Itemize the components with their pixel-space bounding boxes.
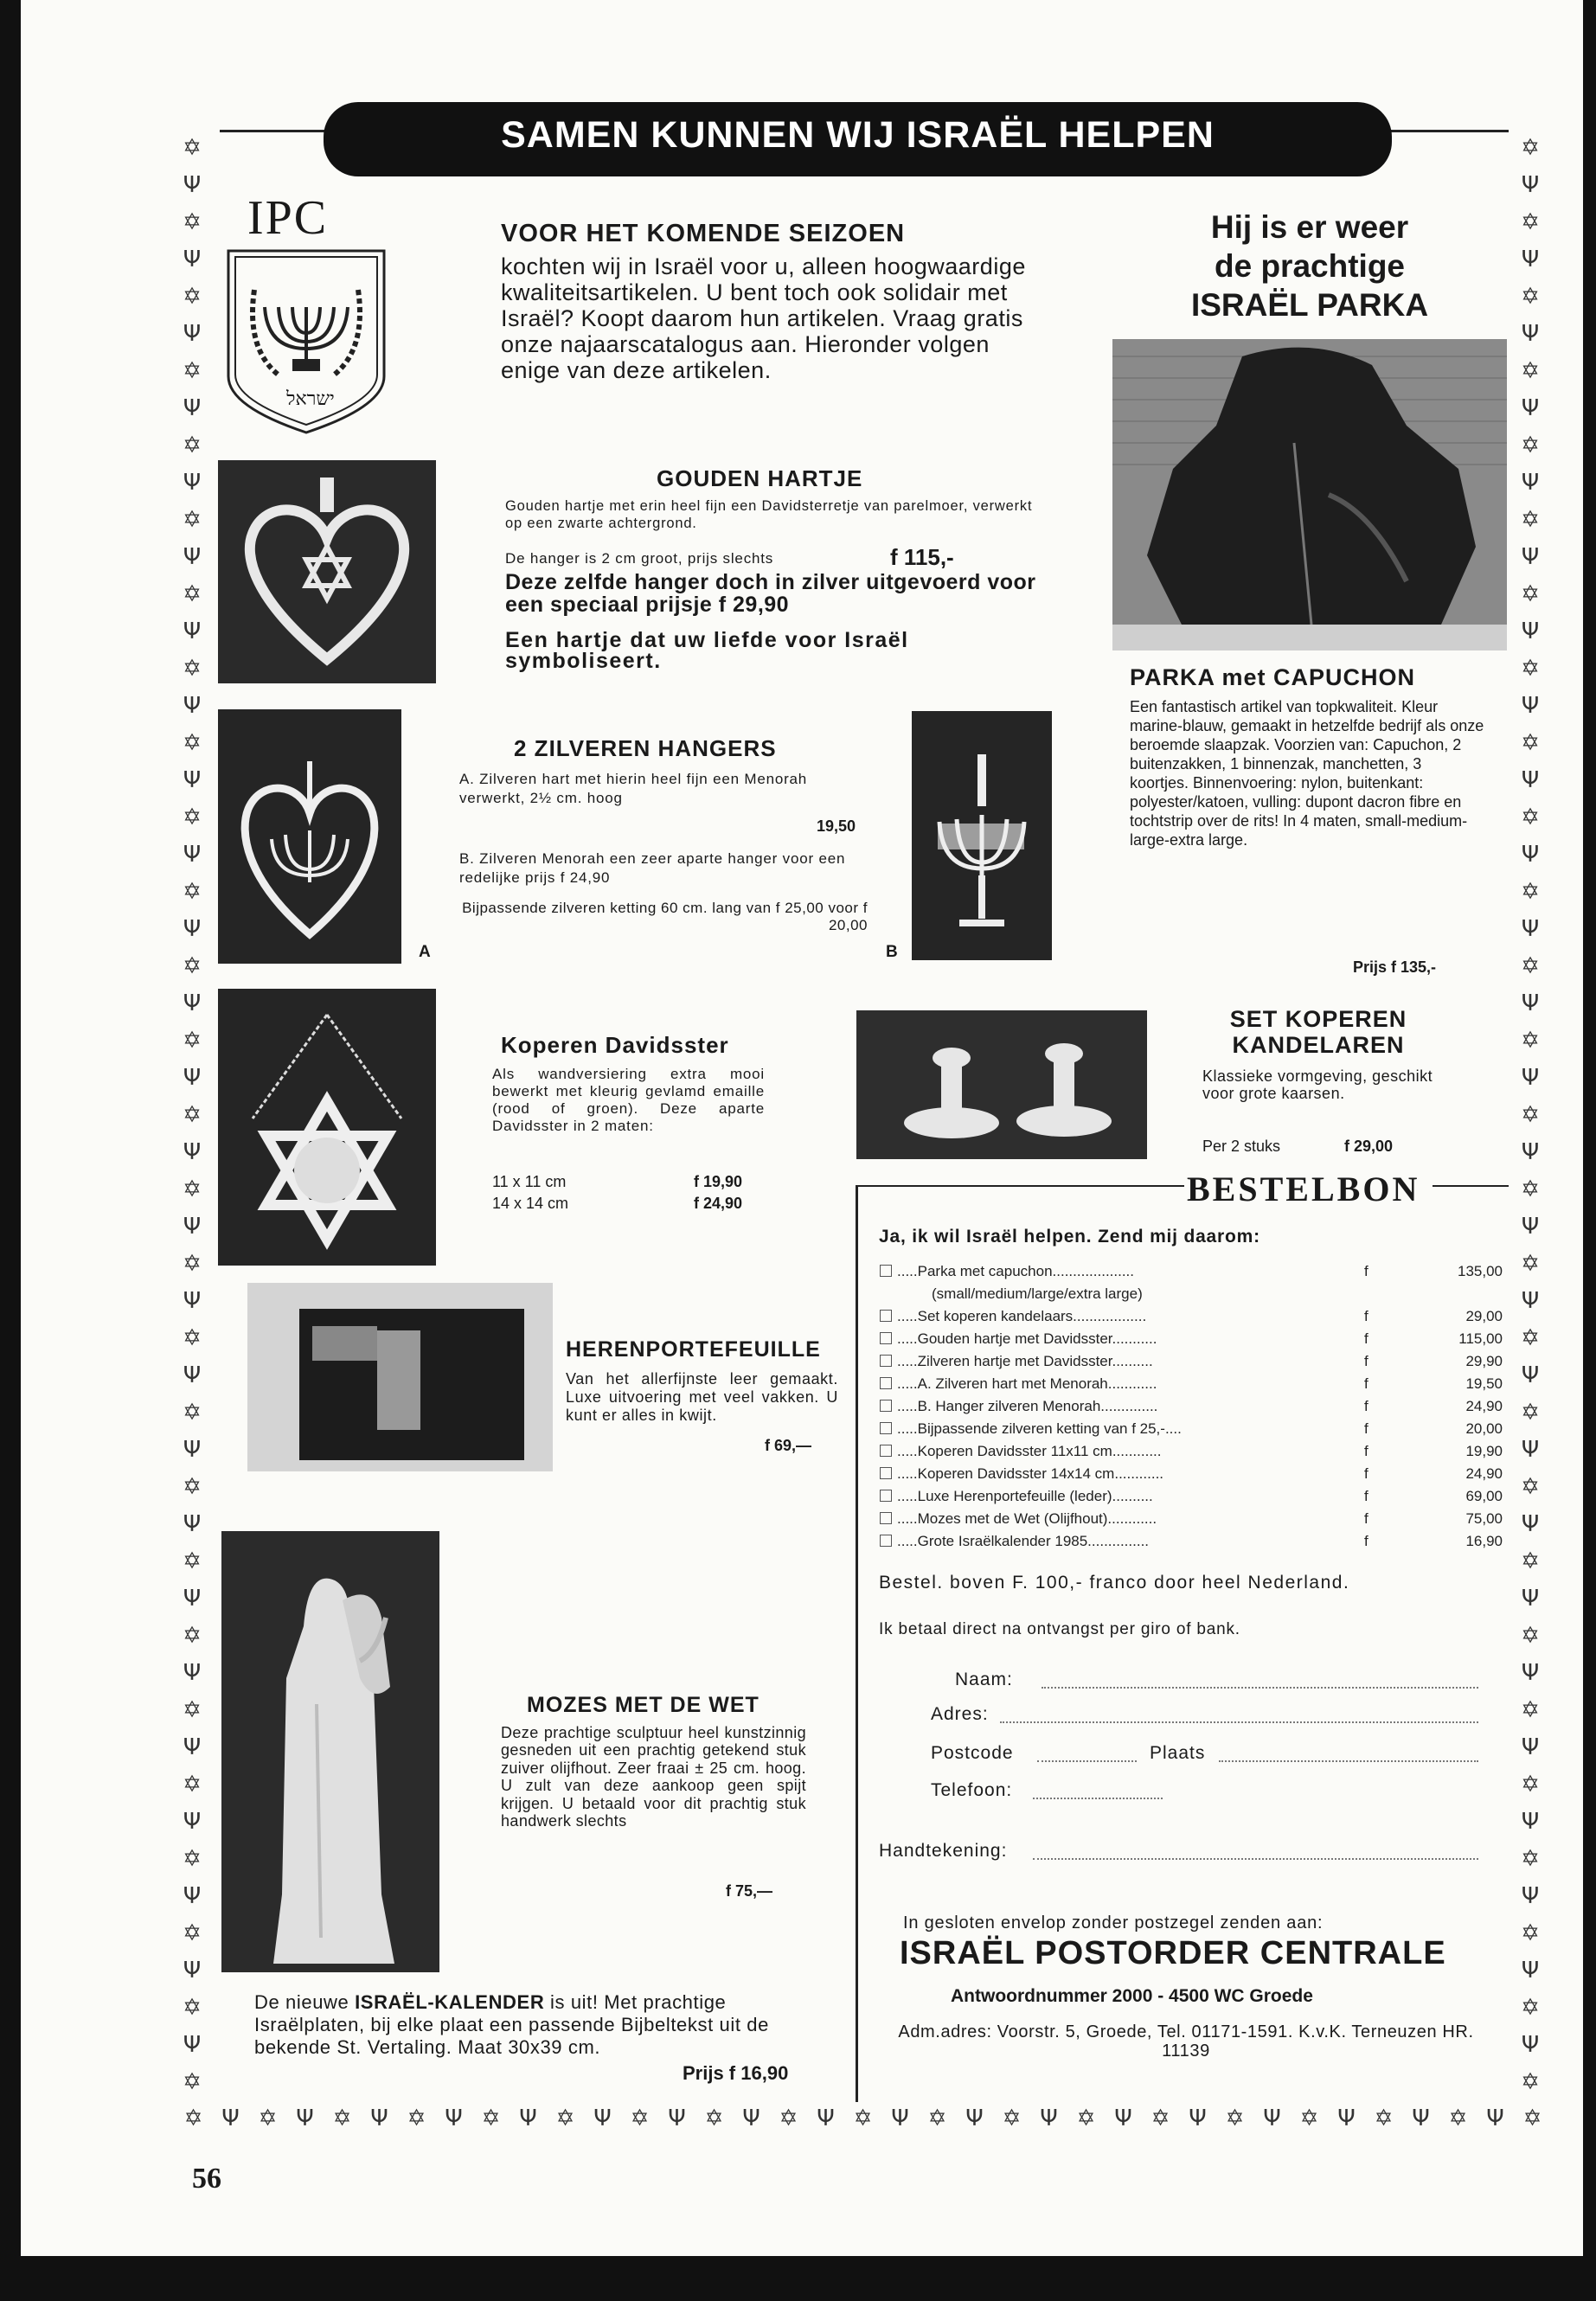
menorah-icon: Ψ xyxy=(183,767,202,793)
admin-address: Adm.adres: Voorstr. 5, Groede, Tel. 01171-1591. K.v.K. Terneuzen HR. 11139 xyxy=(898,2022,1474,2061)
menorah-icon: Ψ xyxy=(1521,247,1540,272)
copper-star-heading: Koperen Davidsster xyxy=(501,1032,729,1058)
order-form-top-rule-left xyxy=(856,1185,1184,1187)
star-of-david-icon: ✡ xyxy=(183,135,202,161)
star-of-david-icon: ✡ xyxy=(183,2106,203,2131)
pendants-heading: 2 ZILVEREN HANGERS xyxy=(514,735,777,761)
reply-number: Antwoordnummer 2000 - 4500 WC Groede xyxy=(951,1986,1313,2006)
star-of-david-icon: ✡ xyxy=(183,1623,202,1649)
menorah-icon: Ψ xyxy=(1521,544,1540,570)
menorah-icon: Ψ xyxy=(445,2106,463,2131)
order-item-price: 24,90 xyxy=(1465,1465,1503,1482)
star-of-david-icon: ✡ xyxy=(1521,1920,1540,1946)
star-of-david-icon: ✡ xyxy=(183,1102,202,1128)
star-of-david-icon: ✡ xyxy=(183,358,202,384)
order-item-currency: f xyxy=(1364,1375,1368,1392)
order-checkbox[interactable] xyxy=(880,1310,892,1322)
menorah-icon: Ψ xyxy=(965,2106,984,2131)
paper-sheet xyxy=(21,0,1583,2256)
menorah-icon: Ψ xyxy=(1521,1883,1540,1909)
menorah-icon: Ψ xyxy=(1521,1734,1540,1760)
copper-star-photo xyxy=(218,989,436,1266)
signature-field[interactable] xyxy=(1033,1858,1478,1860)
star-of-david-icon: ✡ xyxy=(1521,1176,1540,1202)
menorah-icon: Ψ xyxy=(1521,990,1540,1016)
menorah-icon: Ψ xyxy=(1521,395,1540,421)
menorah-icon: Ψ xyxy=(668,2106,686,2131)
menorah-icon: Ψ xyxy=(1521,1139,1540,1165)
star-of-david-icon: ✡ xyxy=(779,2106,798,2131)
menorah-icon: Ψ xyxy=(1189,2106,1207,2131)
order-form-top-rule-right xyxy=(1433,1185,1509,1187)
menorah-icon: Ψ xyxy=(183,1958,202,1984)
order-checkbox[interactable] xyxy=(880,1265,892,1277)
intro-heading: VOOR HET KOMENDE SEIZOEN xyxy=(501,220,906,247)
menorah-icon: Ψ xyxy=(1521,1288,1540,1314)
star-of-david-icon: ✡ xyxy=(183,433,202,458)
star-of-david-icon: ✡ xyxy=(1521,1697,1540,1723)
silver-heart-menorah-photo xyxy=(218,709,401,964)
star-of-david-icon: ✡ xyxy=(1521,581,1540,607)
order-checkbox[interactable] xyxy=(880,1467,892,1479)
star-of-david-icon: ✡ xyxy=(183,1400,202,1426)
calendar-title: ISRAËL-KALENDER xyxy=(355,1991,545,2013)
intro-body: kochten wij in Israël voor u, alleen hoogwaardige kwaliteitsartikelen. U bent toch ook solidair met Israël? Koopt daarom hun artikelen. Vraag gratis onze najaarscatalogus aan. Hieronder volgen enige van deze artikelen. xyxy=(501,253,1026,383)
order-item-row xyxy=(880,1488,1503,1505)
menorah-icon: Ψ xyxy=(183,1065,202,1091)
star-of-david-icon: ✡ xyxy=(1521,1251,1540,1277)
heart-description: Gouden hartje met erin heel fijn een Davidsterretje van parelmoer, verwerkt op een zwarte achtergrond. xyxy=(505,498,1033,531)
star-of-david-icon: ✡ xyxy=(630,2106,650,2131)
menorah-icon: Ψ xyxy=(183,1288,202,1314)
parka-headline: Hij is er weer de prachtige ISRAËL PARKA xyxy=(1190,209,1429,323)
order-item-price: 75,00 xyxy=(1465,1510,1503,1527)
address-label: Adres: xyxy=(931,1704,989,1724)
menorah-icon: Ψ xyxy=(1337,2106,1356,2131)
star-of-david-icon: ✡ xyxy=(1521,656,1540,682)
pendant-a-marker: A xyxy=(419,943,431,961)
order-item-currency: f xyxy=(1364,1398,1368,1414)
order-item-label: .....Koperen Davidsster 11x11 cm............ xyxy=(897,1443,1162,1459)
order-checkbox[interactable] xyxy=(880,1422,892,1434)
star-of-david-icon: ✡ xyxy=(1521,953,1540,979)
menorah-icon: Ψ xyxy=(1114,2106,1132,2131)
phone-field[interactable] xyxy=(1033,1798,1163,1799)
order-item-currency: f xyxy=(1364,1443,1368,1459)
silver-menorah-photo xyxy=(912,711,1052,960)
menorah-icon: Ψ xyxy=(1521,1809,1540,1835)
star-of-david-icon: ✡ xyxy=(1521,1474,1540,1500)
pendant-a-price: 19,50 xyxy=(817,817,856,835)
copper-star-price-2: f 24,90 xyxy=(694,1195,743,1212)
menorah-icon: Ψ xyxy=(1521,1660,1540,1686)
order-delivery-note: Bestel. boven F. 100,- franco door heel Nederland. xyxy=(879,1573,1350,1593)
heart-price: f 115,- xyxy=(890,544,954,570)
ipc-logo-text: IPC xyxy=(247,191,329,245)
menorah-icon: Ψ xyxy=(183,172,202,198)
order-item-label: .....Luxe Herenportefeuille (leder).......... xyxy=(897,1488,1153,1504)
candlesticks-photo xyxy=(856,1010,1147,1159)
order-item-price: 16,90 xyxy=(1465,1533,1503,1549)
postorder-name: ISRAËL POSTORDER CENTRALE xyxy=(900,1935,1446,1971)
menorah-icon: Ψ xyxy=(183,693,202,719)
order-checkbox[interactable] xyxy=(880,1512,892,1524)
emblem-hebrew-caption: ישראל xyxy=(286,388,335,409)
star-of-david-icon: ✡ xyxy=(1521,284,1540,310)
order-item-price: 69,00 xyxy=(1465,1488,1503,1504)
star-of-david-icon: ✡ xyxy=(1521,1325,1540,1351)
calendar-intro: De nieuwe xyxy=(254,1991,349,2013)
menorah-icon: Ψ xyxy=(1521,767,1540,793)
menorah-icon: Ψ xyxy=(183,1586,202,1612)
order-checkbox[interactable] xyxy=(880,1332,892,1344)
menorah-icon: Ψ xyxy=(1521,1065,1540,1091)
star-of-david-icon: ✡ xyxy=(1521,1102,1540,1128)
menorah-icon: Ψ xyxy=(183,1511,202,1537)
postcode-label: Postcode xyxy=(931,1743,1014,1763)
order-item-label: (small/medium/large/extra large) xyxy=(932,1285,1143,1302)
star-of-david-icon: ✡ xyxy=(1521,1846,1540,1872)
name-field[interactable] xyxy=(1042,1687,1478,1689)
left-star-border xyxy=(175,130,209,2101)
star-of-david-icon: ✡ xyxy=(481,2106,501,2131)
star-of-david-icon: ✡ xyxy=(183,284,202,310)
star-of-david-icon: ✡ xyxy=(1521,135,1540,161)
menorah-icon: Ψ xyxy=(817,2106,835,2131)
pendant-a-text: A. Zilveren hart met hierin heel fijn een Menorah verwerkt, 2½ cm. hoog xyxy=(459,771,808,806)
star-of-david-icon: ✡ xyxy=(183,507,202,533)
page-number: 56 xyxy=(192,2163,221,2195)
copper-star-size-2: 14 x 14 cm xyxy=(492,1195,569,1212)
order-item-row xyxy=(880,1465,1503,1483)
star-of-david-icon: ✡ xyxy=(1521,730,1540,756)
order-item-row xyxy=(880,1443,1503,1460)
candlesticks-description: Klassieke vormgeving, geschikt voor grote kaarsen. xyxy=(1202,1067,1433,1102)
menorah-icon: Ψ xyxy=(183,1809,202,1835)
postcode-field[interactable] xyxy=(1037,1760,1137,1762)
copper-star-description: Als wandversiering extra mooi bewerkt met kleurig gevlamd emaille (rood of groen). Deze aparte Davidsster in 2 maten: xyxy=(492,1066,765,1134)
star-of-david-icon: ✡ xyxy=(183,804,202,830)
order-item-row xyxy=(880,1330,1503,1348)
menorah-icon: Ψ xyxy=(183,1214,202,1240)
star-of-david-icon: ✡ xyxy=(183,1846,202,1872)
star-of-david-icon: ✡ xyxy=(555,2106,575,2131)
order-checkbox[interactable] xyxy=(880,1445,892,1457)
star-of-david-icon: ✡ xyxy=(183,1548,202,1574)
star-of-david-icon: ✡ xyxy=(183,581,202,607)
menorah-icon: Ψ xyxy=(891,2106,909,2131)
star-of-david-icon: ✡ xyxy=(1521,1548,1540,1574)
copper-star-size-1: 11 x 11 cm xyxy=(492,1173,567,1190)
heart-heading: GOUDEN HARTJE xyxy=(657,465,863,491)
name-label: Naam: xyxy=(955,1670,1013,1689)
order-item-currency: f xyxy=(1364,1330,1368,1347)
order-payment-note: Ik betaal direct na ontvangst per giro of bank. xyxy=(879,1620,1240,1638)
order-item-row xyxy=(880,1285,1503,1303)
star-of-david-icon: ✡ xyxy=(1522,2106,1542,2131)
star-of-david-icon: ✡ xyxy=(1521,1995,1540,2021)
menorah-icon: Ψ xyxy=(370,2106,388,2131)
menorah-icon: Ψ xyxy=(1412,2106,1430,2131)
menorah-icon: Ψ xyxy=(1521,321,1540,347)
star-of-david-icon: ✡ xyxy=(183,879,202,905)
star-of-david-icon: ✡ xyxy=(704,2106,724,2131)
star-of-david-icon: ✡ xyxy=(183,1920,202,1946)
pendant-b-marker: B xyxy=(886,943,898,961)
wallet-price: f 69,— xyxy=(765,1437,812,1454)
order-item-label: .....Set koperen kandelaars.................. xyxy=(897,1308,1147,1324)
order-item-currency: f xyxy=(1364,1420,1368,1437)
menorah-icon: Ψ xyxy=(1521,470,1540,496)
star-of-david-icon: ✡ xyxy=(258,2106,278,2131)
menorah-icon: Ψ xyxy=(183,321,202,347)
star-of-david-icon: ✡ xyxy=(1076,2106,1096,2131)
right-star-border xyxy=(1513,130,1548,2101)
order-form-rule xyxy=(856,1185,858,2102)
menorah-icon: Ψ xyxy=(221,2106,240,2131)
wallet-description: Van het allerfijnste leer gemaakt. Luxe uitvoering met veel vakken. U kunt er alles in kwijt. xyxy=(566,1370,838,1424)
order-item-currency: f xyxy=(1364,1263,1368,1279)
menorah-icon: Ψ xyxy=(1521,619,1540,644)
heart-slogan: Een hartje dat uw liefde voor Israël symboliseert. xyxy=(505,628,909,673)
menorah-icon: Ψ xyxy=(183,990,202,1016)
star-of-david-icon: ✡ xyxy=(1521,1028,1540,1054)
star-of-david-icon: ✡ xyxy=(1151,2106,1170,2131)
menorah-icon: Ψ xyxy=(1521,1214,1540,1240)
star-of-david-icon: ✡ xyxy=(183,1176,202,1202)
order-checkbox[interactable] xyxy=(880,1535,892,1547)
pendant-b-text: B. Zilveren Menorah een zeer aparte hanger voor een redelijke prijs f 24,90 xyxy=(459,850,846,886)
order-item-price: 20,00 xyxy=(1465,1420,1503,1437)
phone-label: Telefoon: xyxy=(931,1780,1013,1800)
menorah-icon: Ψ xyxy=(183,1734,202,1760)
candlesticks-qty: Per 2 stuks xyxy=(1202,1138,1281,1155)
star-of-david-icon: ✡ xyxy=(1374,2106,1394,2131)
city-field[interactable] xyxy=(1219,1760,1478,1762)
menorah-icon: Ψ xyxy=(183,247,202,272)
star-of-david-icon: ✡ xyxy=(183,2069,202,2095)
order-item-label: .....Bijpassende zilveren ketting van f 25,-.... xyxy=(897,1420,1182,1437)
star-of-david-icon: ✡ xyxy=(183,1325,202,1351)
menorah-icon: Ψ xyxy=(183,1362,202,1388)
menorah-icon: Ψ xyxy=(1521,916,1540,942)
menorah-icon: Ψ xyxy=(183,842,202,868)
order-checkbox[interactable] xyxy=(880,1400,892,1412)
menorah-icon: Ψ xyxy=(183,1660,202,1686)
order-item-row xyxy=(880,1308,1503,1325)
star-of-david-icon: ✡ xyxy=(183,1772,202,1798)
menorah-icon: Ψ xyxy=(1521,693,1540,719)
city-label: Plaats xyxy=(1150,1743,1206,1763)
candlesticks-heading: SET KOPEREN KANDELAREN xyxy=(1229,1006,1407,1058)
menorah-icon: Ψ xyxy=(1040,2106,1058,2131)
menorah-icon: Ψ xyxy=(1263,2106,1281,2131)
order-item-price: 115,00 xyxy=(1458,1330,1503,1347)
star-of-david-icon: ✡ xyxy=(853,2106,873,2131)
menorah-icon: Ψ xyxy=(1521,1958,1540,1984)
menorah-icon: Ψ xyxy=(1521,842,1540,868)
candlesticks-price: f 29,00 xyxy=(1344,1138,1394,1155)
star-of-david-icon: ✡ xyxy=(1521,2069,1540,2095)
star-of-david-icon: ✡ xyxy=(183,953,202,979)
star-of-david-icon: ✡ xyxy=(1448,2106,1468,2131)
order-item-row xyxy=(880,1420,1503,1438)
star-of-david-icon: ✡ xyxy=(1521,507,1540,533)
menorah-icon: Ψ xyxy=(1486,2106,1504,2131)
moses-price: f 75,— xyxy=(726,1882,773,1900)
order-items-list xyxy=(880,1263,1503,1557)
menorah-icon: Ψ xyxy=(742,2106,760,2131)
heart-silver-offer: Deze zelfde hanger doch in zilver uitgevoerd voor een speciaal prijsje f 29,90 xyxy=(505,570,1036,617)
menorah-icon: Ψ xyxy=(1521,1511,1540,1537)
order-item-currency: f xyxy=(1364,1488,1368,1504)
order-item-price: 19,50 xyxy=(1465,1375,1503,1392)
star-of-david-icon: ✡ xyxy=(1521,1623,1540,1649)
menorah-icon: Ψ xyxy=(1521,1437,1540,1463)
moses-statue-photo xyxy=(221,1531,439,1972)
order-checkbox[interactable] xyxy=(880,1490,892,1502)
menorah-icon: Ψ xyxy=(1521,172,1540,198)
gold-heart-photo xyxy=(218,460,436,683)
menorah-icon: Ψ xyxy=(593,2106,612,2131)
star-of-david-icon: ✡ xyxy=(1225,2106,1245,2131)
star-of-david-icon: ✡ xyxy=(183,730,202,756)
star-of-david-icon: ✡ xyxy=(183,1697,202,1723)
order-item-price: 135,00 xyxy=(1458,1263,1503,1279)
bottom-star-border xyxy=(175,2104,1551,2133)
calendar-body: is uit! Met prachtige Israëlplaten, bij elke plaat een passende Bijbeltekst uit de bekende St. Vertaling. Maat 30x39 cm. xyxy=(254,1991,769,2058)
order-item-currency: f xyxy=(1364,1353,1368,1369)
menorah-icon: Ψ xyxy=(183,1437,202,1463)
moses-description: Deze prachtige sculptuur heel kunstzinnig gesneden uit een prachtig getekend stuk zuiver olijfhout. Zeer fraai ± 25 cm. hoog. U zult van deze aankoop geen spijt krijgen. U betaald voor dit prachtig stuk handwerk slechts xyxy=(501,1724,806,1830)
header-title: SAMEN KUNNEN WIJ ISRAËL HELPEN xyxy=(501,114,1215,156)
order-item-price: 29,90 xyxy=(1465,1353,1503,1369)
order-form-title: BESTELBON xyxy=(1187,1170,1420,1208)
calendar-text xyxy=(254,1991,830,2059)
menorah-icon: Ψ xyxy=(183,2032,202,2058)
star-of-david-icon: ✡ xyxy=(1521,1400,1540,1426)
star-of-david-icon: ✡ xyxy=(1521,1772,1540,1798)
order-item-label: .....Grote Israëlkalender 1985............... xyxy=(897,1533,1150,1549)
order-item-price: 29,00 xyxy=(1465,1308,1503,1324)
order-item-label: .....Gouden hartje met Davidsster........... xyxy=(897,1330,1157,1347)
order-item-price: 19,90 xyxy=(1465,1443,1503,1459)
order-item-label: .....Mozes met de Wet (Olijfhout)............ xyxy=(897,1510,1157,1527)
menorah-icon: Ψ xyxy=(183,544,202,570)
star-of-david-icon: ✡ xyxy=(1521,209,1540,235)
star-of-david-icon: ✡ xyxy=(183,656,202,682)
address-field[interactable] xyxy=(1000,1721,1478,1723)
star-of-david-icon: ✡ xyxy=(1299,2106,1319,2131)
star-of-david-icon: ✡ xyxy=(1521,804,1540,830)
chain-offer-text: Bijpassende zilveren ketting 60 cm. lang van f 25,00 voor f 20,00 xyxy=(462,900,868,933)
menorah-icon: Ψ xyxy=(296,2106,314,2131)
menorah-icon: Ψ xyxy=(183,395,202,421)
parka-photo xyxy=(1112,339,1507,651)
star-of-david-icon: ✡ xyxy=(927,2106,947,2131)
star-of-david-icon: ✡ xyxy=(183,1251,202,1277)
star-of-david-icon: ✡ xyxy=(1521,433,1540,458)
order-form-intro: Ja, ik wil Israël helpen. Zend mij daarom: xyxy=(879,1227,1260,1247)
calendar-price: Prijs f 16,90 xyxy=(683,2062,789,2084)
order-checkbox[interactable] xyxy=(880,1355,892,1367)
order-item-label: .....Parka met capuchon.................... xyxy=(897,1263,1135,1279)
menorah-icon: Ψ xyxy=(183,1139,202,1165)
parka-price: Prijs f 135,- xyxy=(1353,958,1437,976)
menorah-icon: Ψ xyxy=(519,2106,537,2131)
order-item-price: 24,90 xyxy=(1465,1398,1503,1414)
copper-star-price-1: f 19,90 xyxy=(694,1173,743,1190)
order-item-row xyxy=(880,1375,1503,1393)
star-of-david-icon: ✡ xyxy=(407,2106,426,2131)
order-item-currency: f xyxy=(1364,1308,1368,1324)
menorah-icon: Ψ xyxy=(1521,2032,1540,2058)
order-item-label: .....B. Hanger zilveren Menorah.............. xyxy=(897,1398,1158,1414)
order-item-row xyxy=(880,1353,1503,1370)
star-of-david-icon: ✡ xyxy=(183,209,202,235)
parka-subheading: PARKA met CAPUCHON xyxy=(1130,664,1416,690)
star-of-david-icon: ✡ xyxy=(1002,2106,1022,2131)
parka-description: Een fantastisch artikel van topkwaliteit. Kleur marine-blauw, gemaakt in hetzelfde bedrijf als onze beroemde slaapzak. Voorzien van: Capuchon, 2 buitenzakken, 1 binnenzak, manchetten, 3 koortjes. Binnenvoering: nylon, buitenkant: polyester/katoen, vulling: dupont dacron fibre en tochtstrip over de rits! In 4 maten, small-medium-large-extra large. xyxy=(1130,698,1484,849)
envelope-note: In gesloten envelop zonder postzegel zenden aan: xyxy=(903,1913,1324,1932)
star-of-david-icon: ✡ xyxy=(1521,879,1540,905)
star-of-david-icon: ✡ xyxy=(183,1028,202,1054)
heart-hanger-size: De hanger is 2 cm groot, prijs slechts xyxy=(505,550,774,567)
order-item-row xyxy=(880,1533,1503,1550)
star-of-david-icon: ✡ xyxy=(183,1995,202,2021)
order-item-row xyxy=(880,1263,1503,1280)
order-item-currency: f xyxy=(1364,1510,1368,1527)
order-item-label: .....Zilveren hartje met Davidsster.......... xyxy=(897,1353,1153,1369)
order-item-label: .....A. Zilveren hart met Menorah............ xyxy=(897,1375,1157,1392)
order-item-currency: f xyxy=(1364,1533,1368,1549)
menorah-icon: Ψ xyxy=(183,619,202,644)
order-item-row xyxy=(880,1510,1503,1528)
order-item-label: .....Koperen Davidsster 14x14 cm............ xyxy=(897,1465,1164,1482)
order-item-currency: f xyxy=(1364,1465,1368,1482)
signature-label: Handtekening: xyxy=(879,1841,1008,1861)
menorah-icon: Ψ xyxy=(1521,1586,1540,1612)
star-of-david-icon: ✡ xyxy=(332,2106,352,2131)
star-of-david-icon: ✡ xyxy=(183,1474,202,1500)
wallet-heading: HERENPORTEFEUILLE xyxy=(566,1337,821,1362)
menorah-icon: Ψ xyxy=(183,470,202,496)
moses-heading: MOZES MET DE WET xyxy=(527,1693,760,1717)
star-of-david-icon: ✡ xyxy=(1521,358,1540,384)
menorah-icon: Ψ xyxy=(183,1883,202,1909)
menorah-icon: Ψ xyxy=(183,916,202,942)
wallet-photo xyxy=(247,1283,553,1471)
menorah-icon: Ψ xyxy=(1521,1362,1540,1388)
order-item-row xyxy=(880,1398,1503,1415)
order-checkbox[interactable] xyxy=(880,1377,892,1389)
